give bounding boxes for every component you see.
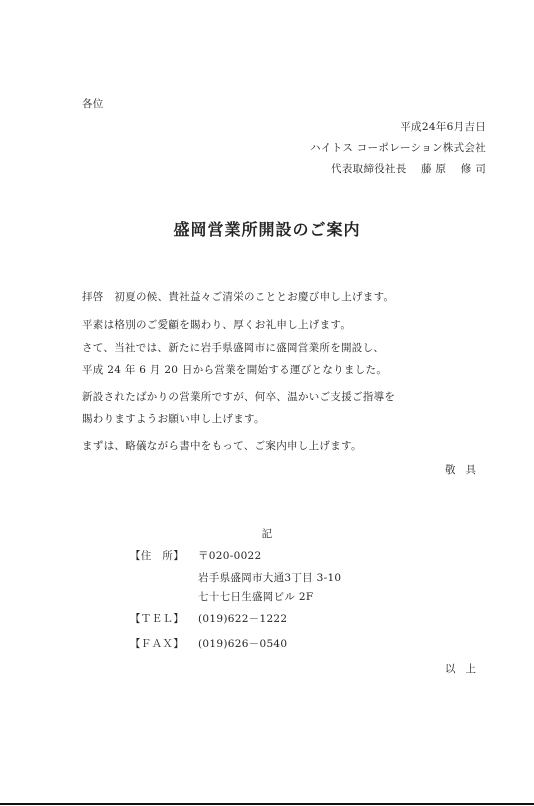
body-line: 平成 24 年 6 月 20 日から営業を開始する運びとなりました。 — [82, 364, 388, 376]
address-line-1: 岩手県盛岡市大通3丁目 3-10 — [198, 572, 342, 584]
letter-date: 平成24年6月吉日 — [400, 121, 486, 133]
body-line: まずは、略儀ながら書中をもって、ご案内申し上げます。 — [82, 440, 362, 452]
fax-value: (019)626－0540 — [198, 638, 288, 650]
closing-ijou: 以上 — [445, 663, 486, 675]
ki-heading: 記 — [261, 528, 273, 540]
address-postal-code: 〒020-0022 — [198, 550, 262, 562]
addressee: 各位 — [82, 98, 104, 110]
address-label: 【住 所】 — [130, 550, 184, 562]
letter-title: 盛岡営業所開設のご案内 — [173, 220, 361, 239]
tel-value: (019)622－1222 — [198, 613, 288, 625]
body-line: 拝啓 初夏の候、貴社益々ご清栄のこととお慶び申し上げます。 — [82, 291, 395, 303]
bottom-rule — [0, 803, 534, 805]
fax-label: 【ＦＡＸ】 — [130, 638, 184, 650]
company-name: ハイトス コーポレーション株式会社 — [310, 142, 486, 154]
body-line: 新設されたばかりの営業所ですが、何卒、温かいご支援ご指導を — [82, 391, 396, 403]
address-line-2: 七十七日生盛岡ビル 2F — [198, 591, 314, 603]
body-line: 平素は格別のご愛顧を賜わり、厚くお礼申し上げます。 — [82, 319, 352, 331]
representative-name: 代表取締役社長 藤 原 修 司 — [331, 163, 486, 175]
body-line: さて、当社では、新たに岩手県盛岡市に盛岡営業所を開設し、 — [82, 342, 385, 354]
closing-keigu: 敬具 — [445, 464, 486, 476]
body-line: 賜わりますようお願い申し上げます。 — [82, 413, 265, 425]
tel-label: 【ＴＥＬ】 — [130, 613, 184, 625]
